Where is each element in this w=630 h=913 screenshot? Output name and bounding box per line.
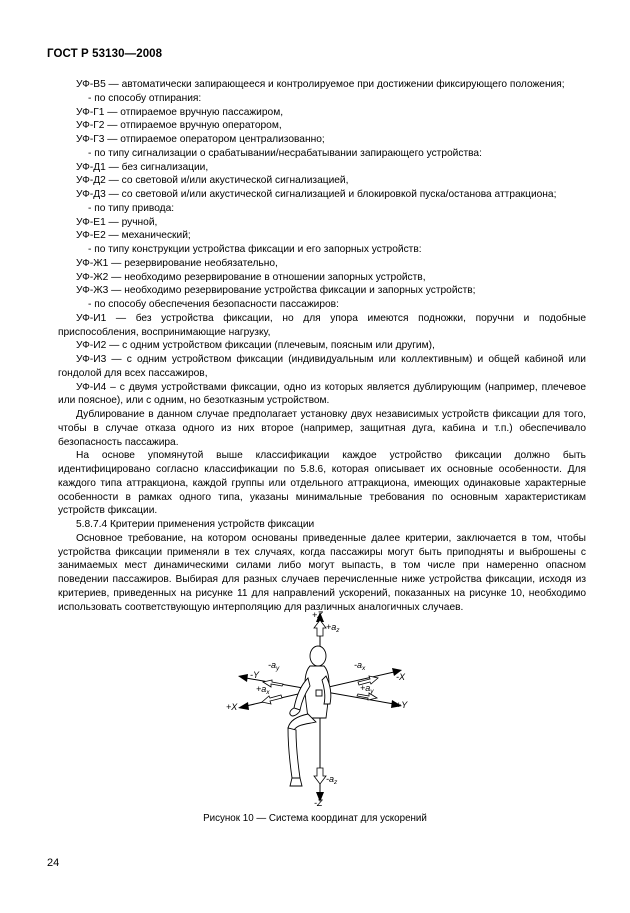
paragraph: УФ-Д2 — со световой и/или акустической сигнализацией,	[76, 175, 349, 187]
paragraph: Основное требование, на котором основаны приведенные далее критерии, заключается в том, чтобы устройства фиксации применяли в тех случаях, когда пассажиры могут быть приподняты и выброшены с занимаемых мест динамическими силами либо могут выпасть, в том числе при намеренно опасном поведении пассажиров. Выбирая для разных случаев перечисленные ниже устройства фиксации, исходя из критериев, приведенных на рисунке 11 для направлений ускорений, показанных на рисунке 10, необходимо использовать соответствующую интерполяцию для различных аналогичных случаев.	[58, 532, 586, 613]
document-header: ГОСТ Р 53130—2008	[47, 48, 163, 60]
seated-passenger-figure	[288, 646, 331, 786]
y-axis-arrow-minus	[238, 674, 248, 682]
paragraph: На основе упомянутой выше классификации каждое устройство фиксации должно быть идентифицировано согласно классификации по 5.8.6, которая описывает их основные особенности. Для каждого типа аттракциона, каждой группы или отдельного аттракциона, имеющих одинаковые характерные особенности в рамках одного типа, указаны минимальные требования по основным характеристикам устройств фиксации.	[58, 450, 586, 517]
label-plus-az: $+a_z$	[326, 622, 340, 634]
paragraph: - по типу конструкции устройства фиксации и его запорных устройств:	[88, 244, 422, 255]
paragraph: УФ-Ж3 — необходимо резервирование устройства фиксации и запорных устройств;	[76, 285, 476, 297]
label-minus-z: -Z	[314, 798, 323, 806]
label-minus-ay: $-a_y$	[268, 660, 280, 672]
paragraph: УФ-Е2 — механический;	[76, 230, 191, 242]
label-plus-z: +Z	[312, 610, 323, 620]
paragraph: УФ-Ж2 — необходимо резервирование в отношении запорных устройств,	[76, 271, 426, 283]
page-number: 24	[47, 857, 60, 869]
label-minus-x: -X	[396, 672, 405, 682]
document-body	[58, 78, 586, 614]
paragraph: - по способу отпирания:	[88, 92, 202, 104]
label-plus-ay: $+a_y$	[360, 683, 374, 695]
paragraph: - по типу привода:	[88, 202, 175, 214]
paragraph: Дублирование в данном случае предполагает установку двух независимых устройств фиксации для того, чтобы в случае отказа одного из них второе (например, защитная дуга, кабина и т.п.) обеспечивало безопасность пассажира.	[58, 409, 586, 448]
paragraph: - по типу сигнализации о срабатывании/несрабатывании запирающего устройства:	[88, 147, 482, 159]
paragraph: УФ-Г3 — отпираемое оператором централизованно;	[76, 134, 325, 145]
paragraph: - по способу обеспечения безопасности пассажиров:	[88, 299, 339, 310]
paragraph: УФ-И3 — с одним устройством фиксации (индивидуальным или коллективным) и общей кабиной или гондолой для всех пассажиров,	[58, 354, 586, 379]
label-plus-y: +Y	[396, 700, 408, 710]
paragraph: УФ-Д1 — без сигнализации,	[76, 161, 209, 173]
label-minus-ax: $-a_x$	[354, 660, 366, 672]
paragraph: УФ-Г1 — отпираемое вручную пассажиром,	[76, 106, 284, 118]
figure-caption: Рисунок 10 — Система координат для ускорений	[203, 813, 427, 824]
paragraph: УФ-И2 — с одним устройством фиксации (плечевым, поясным или другим),	[76, 340, 435, 352]
paragraph: УФ-Г2 — отпираемое вручную оператором,	[76, 120, 282, 132]
az-arrow-down	[314, 768, 326, 784]
x-axis-arrow-plus	[238, 702, 249, 710]
paragraph: УФ-В5 — автоматически запирающееся и контролируемое при достижении фиксирующего положения;	[76, 79, 565, 90]
label-plus-x: +X	[226, 702, 238, 712]
label-minus-az: $-a_z$	[326, 774, 338, 786]
paragraph: УФ-Ж1 — резервирование необязательно,	[76, 257, 278, 269]
label-plus-ax: $+a_x$	[256, 684, 270, 696]
acceleration-coordinate-figure	[220, 606, 420, 806]
paragraph: 5.8.7.4 Критерии применения устройств фиксации	[76, 519, 315, 530]
label-minus-y: -Y	[250, 670, 259, 680]
paragraph: УФ-Д3 — со световой и/или акустической сигнализацией и блокировкой пуска/останова аттракциона;	[76, 189, 557, 200]
az-arrow-up	[314, 620, 326, 636]
ax-arrow-plus	[262, 695, 282, 704]
paragraph: УФ-Е1 — ручной,	[76, 216, 158, 228]
paragraph: УФ-И1 — без устройства фиксации, но для упора имеются подножки, поручни и подобные приспособления, воспринимающие нагрузку,	[58, 312, 586, 338]
paragraph: УФ-И4 – с двумя устройствами фиксации, одно из которых является дублирующим (например, плечевое или поясное), или с одним, но безотказным устройством.	[58, 381, 586, 407]
